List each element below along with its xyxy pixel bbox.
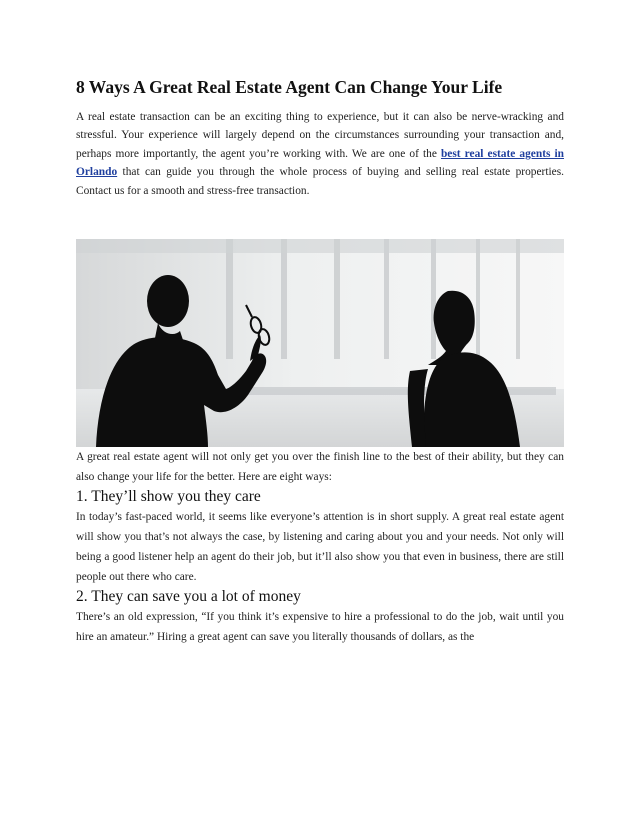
lead-paragraph: A great real estate agent will not only get you over the finish line to the best of their ability, but they can also change your life for the better. Here are eight ways: (76, 451, 564, 484)
document-title: 8 Ways A Great Real Estate Agent Can Change Your Life (76, 77, 503, 97)
intro-text-before-link: A real estate transaction can be an exciting thing to experience, but it can also be nerve-wracking and stressful. Your experience will largely depend on the circumstances surrounding your transaction and, perhaps more importantly, the agent you’re working with. We are one of the (76, 111, 564, 160)
section-heading-2: 2. They can save you a lot of money (76, 588, 301, 606)
hero-image-silhouettes (76, 239, 564, 447)
section-heading-1: 1. They’ll show you they care (76, 488, 261, 506)
meeting-silhouette-illustration (76, 239, 564, 447)
intro-text-after-link: that can guide you through the whole process of buying and selling real estate properties. Contact us for a smooth and stress-free transaction. (76, 166, 564, 197)
orlando-agents-link[interactable]: best real estate agents in Orlando (76, 147, 565, 179)
section-body-2: There’s an old expression, “If you think it’s expensive to hire a professional to do the job, wait until you hire an amateur.” Hiring a great agent can save you literally thousands of dollars, as the (76, 611, 564, 644)
section-body-1: In today’s fast-paced world, it seems like everyone’s attention is in short supply. A great real estate agent will show you that’s not always the case, by listening and caring about you and your needs. Not only will being a good listener help an agent do their job, but it’ll also show you that even in business, there are still people out there who care. (76, 511, 564, 584)
document-content (76, 76, 564, 647)
intro-paragraph (76, 108, 564, 200)
